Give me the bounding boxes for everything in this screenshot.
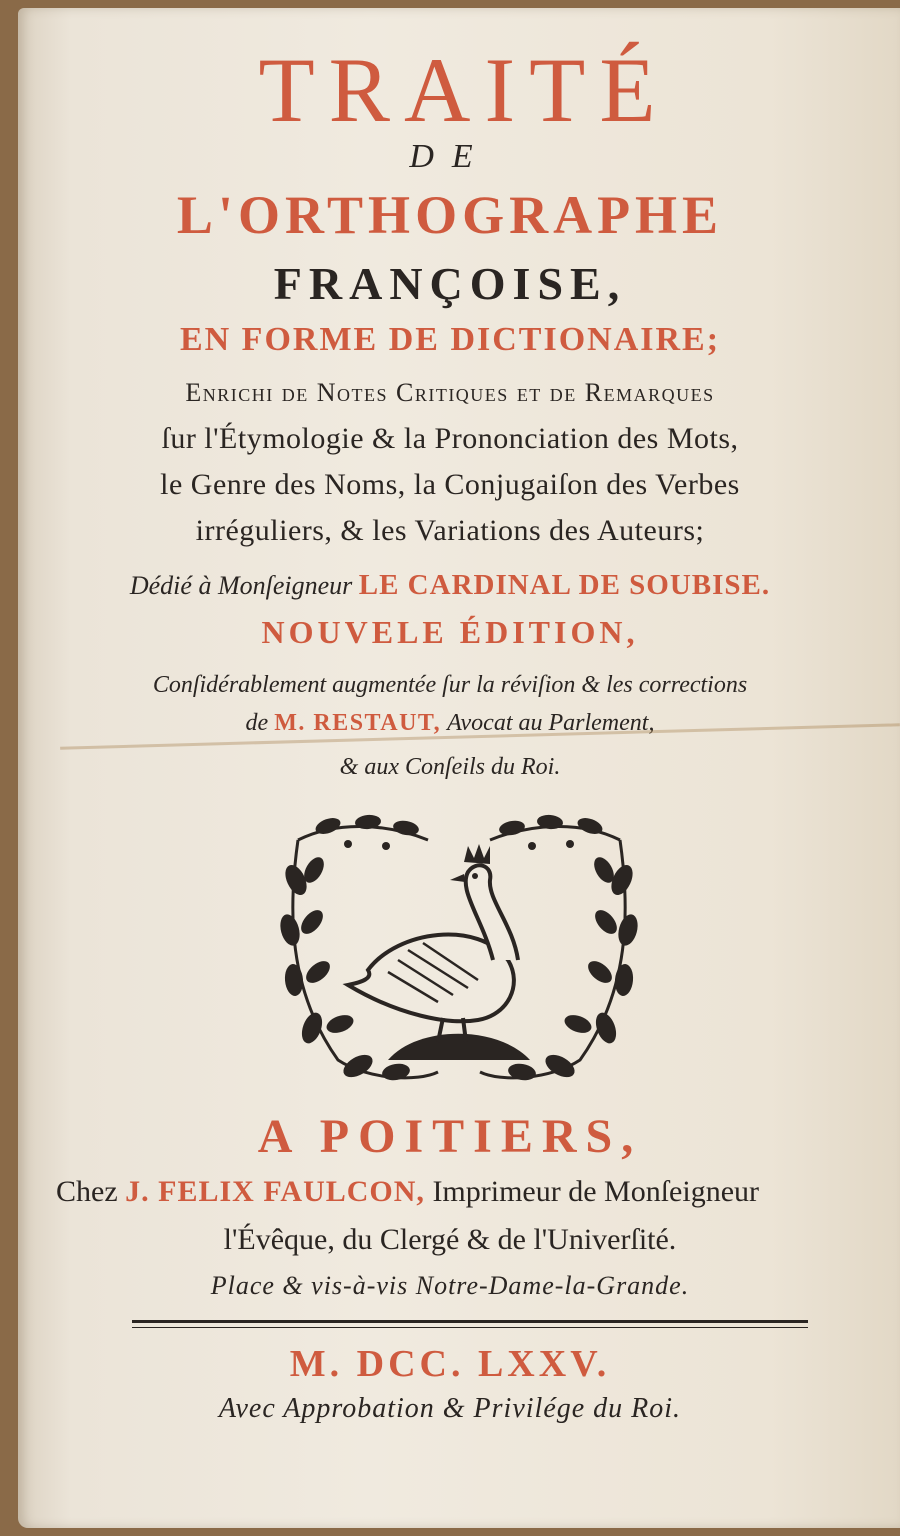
privilege-line: Avec Approbation & Privilége du Roi. <box>218 1393 682 1424</box>
book-form: EN FORME DE DICTIONAIRE; <box>179 321 721 358</box>
dedication-name: LE CARDINAL DE SOUBISE. <box>358 569 771 601</box>
book-subject: L'ORTHOGRAPHE <box>176 185 724 245</box>
reviser-title: Avocat au Parlement, <box>447 710 655 736</box>
double-rule <box>132 1320 808 1323</box>
description-line: ſur l'Étymologie & la Prononciation des Mots, <box>161 422 739 455</box>
book-language: FRANÇOISE, <box>273 258 627 309</box>
printer-line <box>0 1174 900 1210</box>
publication-year: M. DCC. LXXV. <box>289 1343 611 1385</box>
title-de: DE <box>409 138 491 175</box>
dedication-prefix: Dédié à Monſeigneur <box>129 571 353 600</box>
reviser-councils: & aux Conſeils du Roi. <box>339 754 561 780</box>
dedication <box>0 568 900 603</box>
reviser-prefix: de <box>245 710 269 736</box>
crowned-bird-wreath-icon <box>278 810 640 1092</box>
reviser-line <box>0 708 900 738</box>
augmented-line: Conſidérablement augmentée ſur la réviſion & les corrections <box>152 672 748 698</box>
printer-role-2: l'Évêque, du Clergé & de l'Univerſité. <box>223 1223 677 1256</box>
city: A POITIERS, <box>257 1110 643 1163</box>
printer-prefix: Chez <box>56 1175 118 1208</box>
enriched-line: Enrichi de Notes Critiques et de Remarques <box>185 378 715 407</box>
reviser-name: M. RESTAUT, <box>274 710 442 736</box>
printer-name: J. FELIX FAULCON, <box>125 1175 425 1208</box>
double-rule-thin <box>132 1327 808 1328</box>
description-line: irréguliers, & les Variations des Auteurs; <box>195 514 705 547</box>
edition-label: NOUVELE ÉDITION, <box>261 614 639 650</box>
printer-address: Place & vis-à-vis Notre-Dame-la-Grande. <box>210 1271 690 1300</box>
description-line: le Genre des Noms, la Conjugaiſon des Verbes <box>160 468 740 501</box>
printer-role: Imprimeur de Monſeigneur <box>432 1175 760 1208</box>
book-title: TRAITÉ <box>258 39 670 141</box>
